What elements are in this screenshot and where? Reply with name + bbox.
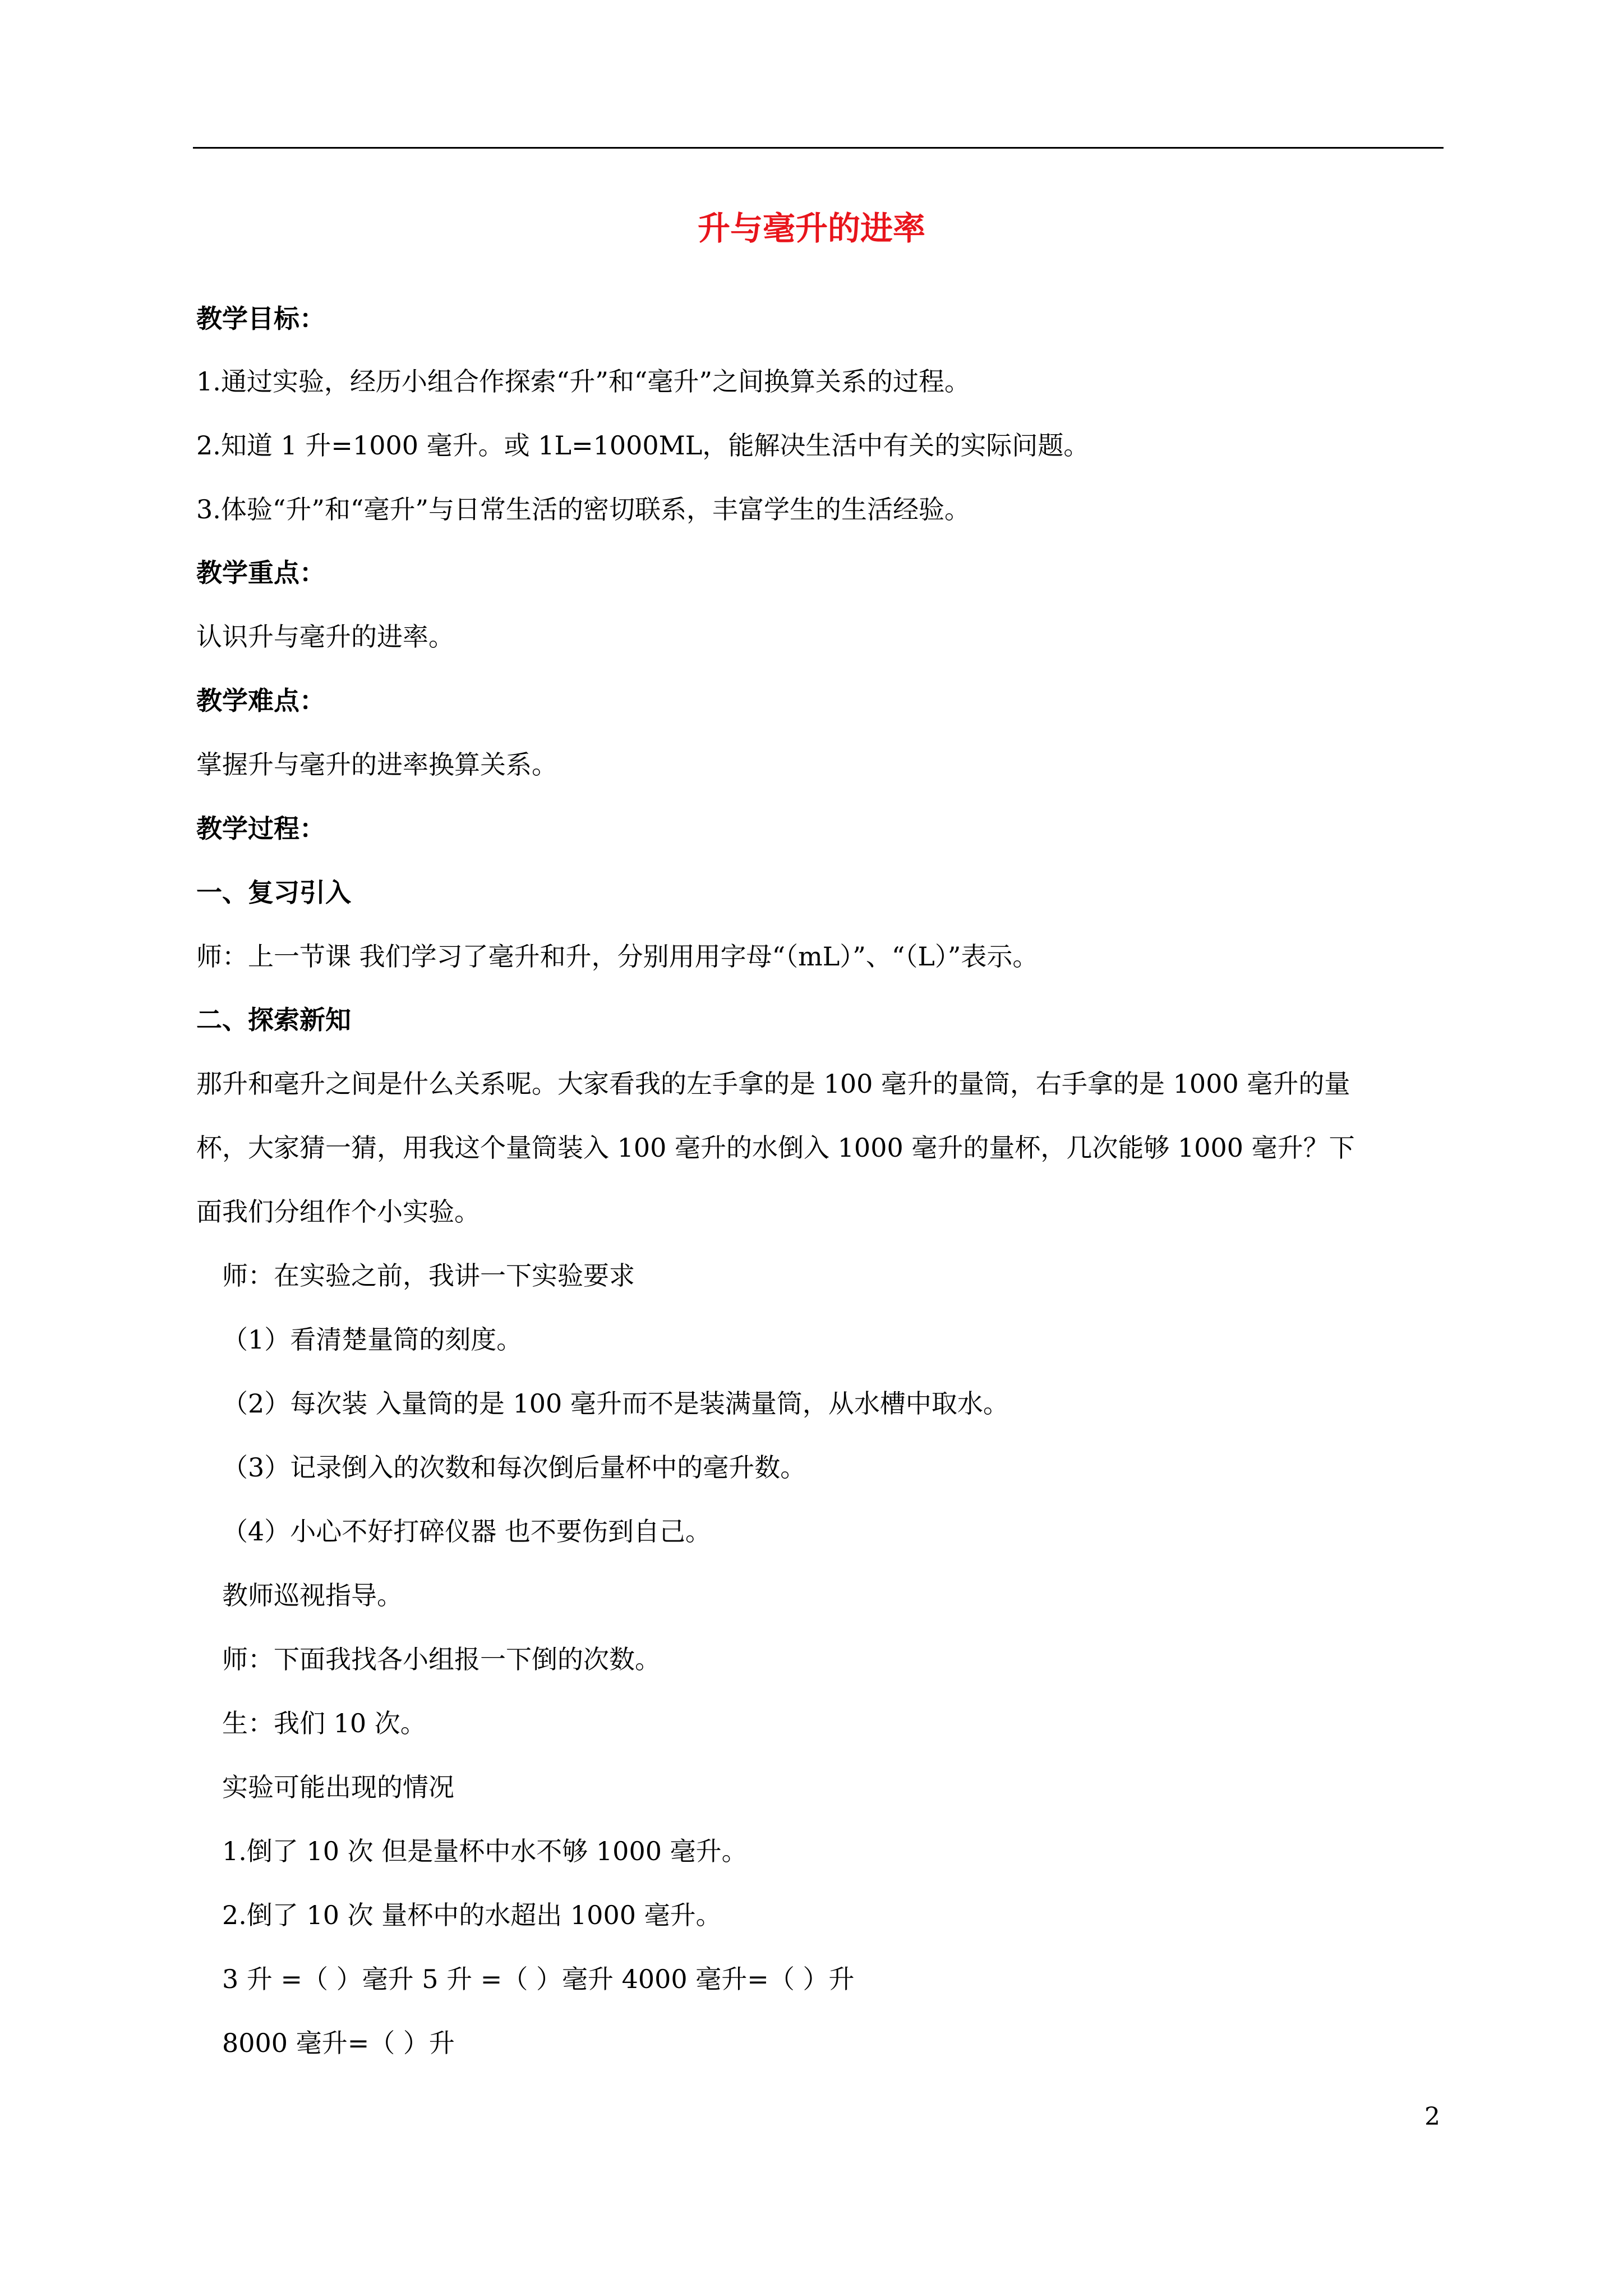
teacher-requirements: 师：在实验之前，我讲一下实验要求 <box>222 1260 635 1291</box>
exercise-line-1: 3 升 =（ ）毫升 5 升 =（ ）毫升 4000 毫升=（ ）升 <box>222 1964 855 1994</box>
requirement-4: （4）小心不好打碎仪器 也不要伤到自己。 <box>222 1516 711 1547</box>
difficulty-heading: 教学难点： <box>196 685 325 716</box>
objective-2: 2.知道 1 升=1000 毫升。或 1L=1000ML，能解决生活中有关的实际问题。 <box>196 430 1090 461</box>
objective-1: 1.通过实验，经历小组合作探索“升”和“毫升”之间换算关系的过程。 <box>196 366 970 397</box>
part2-heading: 二、探索新知 <box>196 1005 351 1035</box>
teacher-ask: 师：下面我找各小组报一下倒的次数。 <box>222 1644 661 1674</box>
requirement-3: （3）记录倒入的次数和每次倒后量杯中的毫升数。 <box>222 1452 806 1483</box>
requirement-1: （1）看清楚量筒的刻度。 <box>222 1324 523 1355</box>
student-answer: 生：我们 10 次。 <box>222 1708 426 1738</box>
page-number: 2 <box>1424 2102 1440 2131</box>
header-rule <box>193 147 1444 149</box>
exercise-line-2: 8000 毫升=（ ）升 <box>222 2028 455 2058</box>
page-title: 升与毫升的进率 <box>697 209 925 247</box>
part2-paragraph-line-2: 杯，大家猜一猜，用我这个量筒装入 100 毫升的水倒入 1000 毫升的量杯，几次能够 1000 毫升？下 <box>196 1133 1355 1163</box>
key-points-text: 认识升与毫升的进率。 <box>196 622 454 652</box>
possible-situations: 实验可能出现的情况 <box>222 1772 454 1802</box>
process-heading: 教学过程： <box>196 813 325 844</box>
part1-text: 师：上一节课 我们学习了毫升和升，分别用用字母“（mL）”、“（L）”表示。 <box>196 941 1039 972</box>
requirement-2: （2）每次装 入量筒的是 100 毫升而不是装满量筒，从水槽中取水。 <box>222 1388 1009 1419</box>
teacher-patrol: 教师巡视指导。 <box>222 1580 403 1611</box>
key-points-heading: 教学重点： <box>196 558 325 588</box>
part2-paragraph-line-1: 那升和毫升之间是什么关系呢。大家看我的左手拿的是 100 毫升的量筒，右手拿的是 1000 毫升的量 <box>196 1069 1350 1099</box>
part1-heading: 一、复习引入 <box>196 877 351 908</box>
situation-1: 1.倒了 10 次 但是量杯中水不够 1000 毫升。 <box>222 1836 748 1866</box>
situation-2: 2.倒了 10 次 量杯中的水超出 1000 毫升。 <box>222 1900 722 1930</box>
objective-3: 3.体验“升”和“毫升”与日常生活的密切联系，丰富学生的生活经验。 <box>196 494 970 524</box>
difficulty-text: 掌握升与毫升的进率换算关系。 <box>196 749 557 780</box>
objectives-heading: 教学目标： <box>196 303 325 334</box>
part2-paragraph-line-3: 面我们分组作个小实验。 <box>196 1197 480 1227</box>
